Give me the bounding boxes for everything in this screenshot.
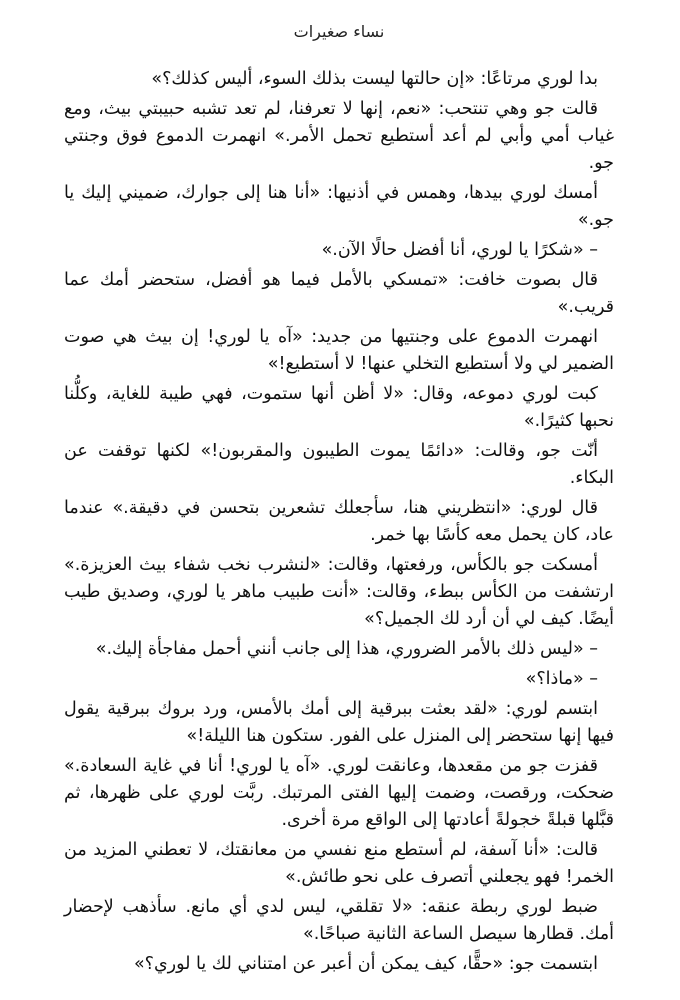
running-header: نساء صغيرات <box>293 22 385 41</box>
paragraph: انهمرت الدموع على وجنتيها من جديد: «آه يا لوري! إن بيث هي صوت الضمير لي ولا أستطيع التخلي عنها! لا أستطيع!» <box>64 327 614 374</box>
paragraph: أمسكت جو بالكأس، ورفعتها، وقالت: «لنشرب نخب شفاء بيث العزيزة.» ارتشفت من الكأس ببطء، وقالت: «أنت طبيب ماهر يا لوري، وصديق طيب أيضًا. كيف لي أن أرد لك الجميل؟» <box>64 555 614 629</box>
body-text <box>64 66 614 978</box>
paragraph: قال لوري: «انتظريني هنا، سأجعلك تشعرين بتحسن في دقيقة.» عندما عاد، كان يحمل معه كأسًا بها خمر. <box>64 498 614 545</box>
paragraph: ضبط لوري ربطة عنقه: «لا تقلقي، ليس لدي أي مانع. سأذهب لإحضار أمك. قطارها سيصل الساعة الثانية صباحًا.» <box>64 897 614 944</box>
paragraph: أنّت جو، وقالت: «دائمًا يموت الطيبون والمقربون!» لكنها توقفت عن البكاء. <box>64 441 614 488</box>
paragraph: قالت جو وهي تنتحب: «نعم، إنها لا تعرفنا، لم تعد تشبه حبيبتي بيث، ومع غياب أمي وأبي لم أعد أستطيع تحمل الأمر.» انهمرت الدموع فوق وجنتي جو. <box>64 99 614 173</box>
dialogue-line: – «ليس ذلك بالأمر الضروري، هذا إلى جانب أنني أحمل مفاجأة إليك.» <box>95 639 598 659</box>
paragraph: قفزت جو من مقعدها، وعانقت لوري. «آه يا لوري! أنا في غاية السعادة.» ضحكت، ورقصت، وضمت إليها الفتى المرتبك. ربَّت لوري على ظهرها، ثم قبَّلها قبلةً خجولةً أعادتها إلى الواقع مرة أخرى. <box>64 756 614 830</box>
dialogue-line: – «ماذا؟» <box>525 669 598 689</box>
paragraph: ابتسمت جو: «حقًّا، كيف يمكن أن أعبر عن امتناني لك يا لوري؟» <box>133 954 598 974</box>
dialogue-line: – «شكرًا يا لوري، أنا أفضل حالًا الآن.» <box>321 240 598 260</box>
paragraph: ابتسم لوري: «لقد بعثت ببرقية إلى أمك بالأمس، ورد بروك ببرقية يقول فيها إنها ستحضر إلى المنزل على الفور. ستكون هنا الليلة!» <box>64 699 614 746</box>
paragraph: قالت: «أنا آسفة، لم أستطع منع نفسي من معانقتك، لا تعطني المزيد من الخمر! فهو يجعلني أتصرف على نحو طائش.» <box>64 840 614 887</box>
paragraph: قال بصوت خافت: «تمسكي بالأمل فيما هو أفضل، ستحضر أمك عما قريب.» <box>64 270 614 317</box>
paragraph: أمسك لوري بيدها، وهمس في أذنيها: «أنا هنا إلى جوارك، ضميني إليك يا جو.» <box>64 183 614 230</box>
paragraph: كبت لوري دموعه، وقال: «لا أظن أنها ستموت، فهي طيبة للغاية، وكلُّنا نحبها كثيرًا.» <box>64 384 614 431</box>
paragraph: بدا لوري مرتاعًا: «إن حالتها ليست بذلك السوء، أليس كذلك؟» <box>151 69 598 89</box>
